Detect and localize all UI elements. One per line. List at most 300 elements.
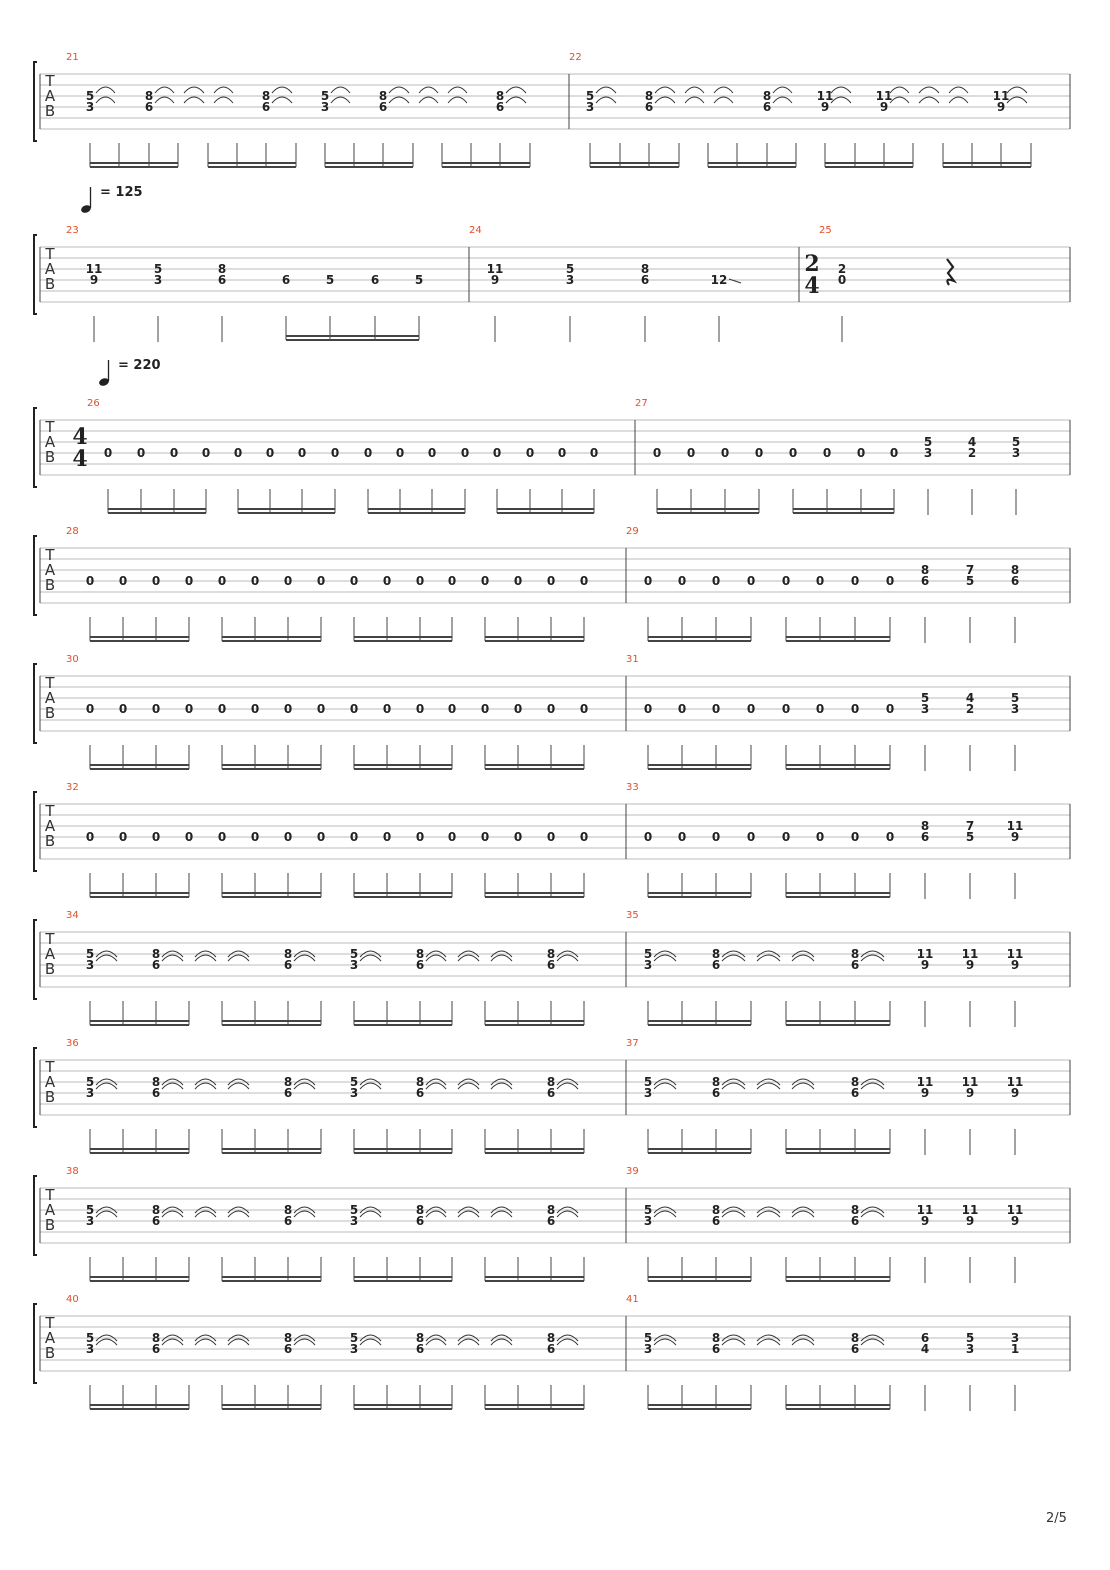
fret-number: 9 (1010, 1214, 1020, 1228)
fret-number: 6 (920, 574, 930, 588)
fret-number: 6 (640, 273, 650, 287)
tie-arc (654, 1339, 676, 1345)
fret-number: 0 (889, 446, 899, 460)
tie-arc (228, 1211, 249, 1217)
fret-number: 5 (643, 1075, 653, 1089)
fret-number: 8 (151, 1331, 161, 1345)
fret-number: 0 (652, 446, 662, 460)
tie-arc (331, 97, 350, 103)
fret-number: 11 (1006, 1203, 1024, 1217)
tie-arc (792, 1339, 814, 1345)
fret-number: 8 (415, 1203, 425, 1217)
measure-number: 35 (626, 910, 639, 921)
fret-number: 8 (378, 89, 388, 103)
tie-arc (757, 1339, 780, 1345)
fret-number: 5 (325, 273, 335, 287)
tie-arc (294, 955, 315, 961)
tie-arc (506, 97, 526, 103)
tie-arc (389, 87, 409, 93)
fret-number: 6 (850, 958, 860, 972)
fret-number: 4 (965, 691, 975, 705)
fret-number: 6 (495, 100, 505, 114)
tie-arc (426, 1339, 446, 1345)
tie-arc (557, 955, 578, 961)
fret-number: 8 (644, 89, 654, 103)
fret-number: 6 (920, 830, 930, 844)
fret-number: 8 (546, 1075, 556, 1089)
fret-number: 0 (250, 702, 260, 716)
fret-number: 0 (233, 446, 243, 460)
fret-number: 0 (250, 574, 260, 588)
fret-number: 6 (850, 1086, 860, 1100)
fret-number: 0 (885, 830, 895, 844)
tab-clef-letter: T (45, 1058, 55, 1076)
tab-clef-letter: A (44, 433, 56, 451)
fret-number: 0 (546, 830, 556, 844)
fret-number: 0 (297, 446, 307, 460)
fret-number: 3 (85, 1342, 95, 1356)
fret-number: 0 (788, 446, 798, 460)
fret-number: 0 (447, 830, 457, 844)
fret-number: 0 (85, 830, 95, 844)
fret-number: 4 (920, 1342, 930, 1356)
fret-number: 0 (557, 446, 567, 460)
fret-number: 0 (265, 446, 275, 460)
fret-number: 5 (585, 89, 595, 103)
measure-number: 26 (87, 398, 100, 409)
tie-arc (96, 1083, 117, 1089)
system-bracket (34, 920, 37, 999)
tie-arc (195, 1083, 216, 1089)
fret-number: 0 (85, 702, 95, 716)
fret-number: 2 (965, 702, 975, 716)
fret-number: 11 (875, 89, 893, 103)
fret-number: 0 (184, 702, 194, 716)
tie-arc (360, 955, 381, 961)
fret-number: 6 (920, 1331, 930, 1345)
system-bracket (34, 235, 37, 314)
tab-clef-letter: T (45, 418, 55, 436)
fret-number: 0 (118, 574, 128, 588)
measure-number: 21 (66, 52, 79, 63)
fret-number: 0 (85, 574, 95, 588)
fret-number: 0 (746, 574, 756, 588)
tie-arc (389, 97, 409, 103)
fret-number: 0 (447, 574, 457, 588)
tie-arc (491, 1211, 512, 1217)
tab-clef-letter: B (44, 576, 56, 594)
fret-number: 0 (460, 446, 470, 460)
fret-number: 5 (565, 262, 575, 276)
fret-number: 11 (816, 89, 834, 103)
tab-clef-letter: T (45, 546, 55, 564)
fret-number: 8 (151, 1075, 161, 1089)
tie-arc (228, 955, 249, 961)
tie-arc (722, 1339, 745, 1345)
fret-number: 0 (885, 702, 895, 716)
fret-number: 2 (837, 262, 847, 276)
tie-arc (831, 97, 851, 103)
tie-arc (491, 1339, 512, 1345)
tie-arc (96, 955, 117, 961)
fret-number: 3 (85, 1214, 95, 1228)
tie-arc (272, 97, 292, 103)
fret-number: 0 (850, 702, 860, 716)
page-number: 2/5 (1046, 1511, 1067, 1526)
fret-number: 0 (151, 574, 161, 588)
fret-number: 6 (644, 100, 654, 114)
fret-number: 0 (815, 574, 825, 588)
fret-number: 9 (920, 958, 930, 972)
fret-number: 11 (961, 1075, 979, 1089)
tab-clef-letter: T (45, 802, 55, 820)
fret-number: 0 (250, 830, 260, 844)
fret-number: 3 (85, 100, 95, 114)
fret-number: 8 (415, 1075, 425, 1089)
fret-number: 0 (330, 446, 340, 460)
tab-clef-letter: B (44, 275, 56, 293)
fret-number: 0 (151, 830, 161, 844)
fret-number: 0 (643, 830, 653, 844)
fret-number: 0 (118, 702, 128, 716)
tab-clef-letter: B (44, 1088, 56, 1106)
tie-arc (426, 1211, 446, 1217)
fret-number: 0 (589, 446, 599, 460)
fret-number: 11 (961, 1203, 979, 1217)
tab-clef-letter: T (45, 1186, 55, 1204)
fret-number: 6 (415, 1086, 425, 1100)
fret-number: 0 (217, 830, 227, 844)
tab-clef-letter: A (44, 1201, 56, 1219)
fret-number: 9 (1010, 830, 1020, 844)
fret-number: 8 (762, 89, 772, 103)
fret-number: 0 (513, 574, 523, 588)
tie-arc (272, 87, 292, 93)
fret-number: 0 (316, 830, 326, 844)
fret-number: 8 (144, 89, 154, 103)
tie-arc (861, 1083, 884, 1089)
tie-arc (949, 97, 968, 103)
tab-clef-letter: T (45, 72, 55, 90)
fret-number: 5 (923, 435, 933, 449)
fret-number: 3 (153, 273, 163, 287)
fret-number: 6 (711, 958, 721, 972)
fret-number: 5 (153, 262, 163, 276)
fret-number: 0 (781, 702, 791, 716)
tempo-marking: = 220 (118, 358, 161, 373)
fret-number: 9 (965, 1214, 975, 1228)
fret-number: 0 (781, 574, 791, 588)
fret-number: 3 (643, 1086, 653, 1100)
tie-arc (491, 955, 512, 961)
fret-number: 8 (283, 1075, 293, 1089)
fret-number: 0 (711, 702, 721, 716)
fret-number: 9 (879, 100, 889, 114)
fret-number: 0 (677, 702, 687, 716)
fret-number: 6 (415, 1342, 425, 1356)
tie-arc (1007, 97, 1027, 103)
fret-number: 5 (643, 947, 653, 961)
tie-arc (162, 1083, 183, 1089)
fret-number: 0 (415, 830, 425, 844)
fret-number: 0 (201, 446, 211, 460)
fret-number: 9 (820, 100, 830, 114)
fret-number: 11 (916, 1075, 934, 1089)
fret-number: 8 (415, 1331, 425, 1345)
fret-number: 5 (643, 1203, 653, 1217)
fret-number: 8 (850, 1075, 860, 1089)
fret-number: 5 (965, 830, 975, 844)
system-bracket (34, 792, 37, 871)
fret-number: 9 (920, 1214, 930, 1228)
tie-arc (155, 97, 174, 103)
fret-number: 8 (920, 563, 930, 577)
tie-arc (294, 1211, 315, 1217)
fret-number: 3 (643, 1342, 653, 1356)
fret-number: 6 (711, 1086, 721, 1100)
fret-number: 0 (711, 830, 721, 844)
tie-arc (448, 97, 467, 103)
fret-number: 0 (283, 574, 293, 588)
fret-number: 5 (349, 947, 359, 961)
tie-arc (722, 1211, 745, 1217)
tie-arc (557, 1083, 578, 1089)
tab-clef-letter: A (44, 1073, 56, 1091)
fret-number: 11 (916, 947, 934, 961)
fret-number: 0 (217, 702, 227, 716)
fret-number: 6 (711, 1342, 721, 1356)
fret-number: 6 (217, 273, 227, 287)
fret-number: 9 (965, 1086, 975, 1100)
fret-number: 5 (349, 1331, 359, 1345)
fret-number: 0 (415, 702, 425, 716)
tie-arc (722, 955, 745, 961)
fret-number: 8 (283, 947, 293, 961)
tie-arc (506, 87, 526, 93)
fret-number: 3 (320, 100, 330, 114)
fret-number: 6 (261, 100, 271, 114)
fret-number: 3 (565, 273, 575, 287)
fret-number: 1 (1010, 1342, 1020, 1356)
tab-clef-letter: B (44, 448, 56, 466)
fret-number: 8 (546, 1203, 556, 1217)
fret-number: 0 (316, 702, 326, 716)
tie-arc (294, 1083, 315, 1089)
tab-clef-letter: B (44, 960, 56, 978)
fret-number: 4 (967, 435, 977, 449)
fret-number: 11 (992, 89, 1010, 103)
fret-number: 8 (495, 89, 505, 103)
system-bracket (34, 1048, 37, 1127)
tie-arc (426, 1083, 446, 1089)
tie-arc (195, 955, 216, 961)
tie-arc (458, 1083, 479, 1089)
tie-arc (757, 1083, 780, 1089)
fret-number: 11 (1006, 1075, 1024, 1089)
tab-clef-letter: T (45, 245, 55, 263)
measure-number: 37 (626, 1038, 639, 1049)
fret-number: 0 (754, 446, 764, 460)
fret-number: 8 (850, 1203, 860, 1217)
tab-clef-letter: A (44, 260, 56, 278)
fret-number: 5 (643, 1331, 653, 1345)
fret-number: 8 (850, 947, 860, 961)
tie-arc (890, 87, 909, 93)
tie-arc (861, 955, 884, 961)
fret-number: 6 (546, 1086, 556, 1100)
fret-number: 3 (1011, 446, 1021, 460)
tab-clef-letter: B (44, 1216, 56, 1234)
fret-number: 9 (965, 958, 975, 972)
quarter-rest (947, 259, 954, 285)
tie-arc (792, 955, 814, 961)
fret-number: 3 (349, 958, 359, 972)
fret-number: 0 (363, 446, 373, 460)
measure-number: 36 (66, 1038, 79, 1049)
fret-number: 0 (546, 574, 556, 588)
measure-number: 27 (635, 398, 648, 409)
tie-arc (228, 1339, 249, 1345)
fret-number: 9 (996, 100, 1006, 114)
tie-arc (195, 1339, 216, 1345)
tab-clef-letter: B (44, 704, 56, 722)
time-signature-bottom: 4 (72, 446, 88, 472)
fret-number: 6 (378, 100, 388, 114)
tie-arc (294, 1339, 315, 1345)
system-bracket (34, 536, 37, 615)
fret-number: 8 (261, 89, 271, 103)
fret-number: 6 (283, 1342, 293, 1356)
fret-number: 9 (490, 273, 500, 287)
fret-number: 11 (916, 1203, 934, 1217)
tab-clef-letter: A (44, 87, 56, 105)
fret-number: 3 (1010, 702, 1020, 716)
fret-number: 9 (1010, 1086, 1020, 1100)
fret-number: 5 (349, 1075, 359, 1089)
tab-clef-letter: T (45, 1314, 55, 1332)
measure-number: 25 (819, 225, 832, 236)
tie-arc (184, 97, 204, 103)
fret-number: 0 (349, 830, 359, 844)
tie-arc (426, 955, 446, 961)
fret-number: 0 (677, 830, 687, 844)
fret-number: 8 (546, 1331, 556, 1345)
fret-number: 8 (711, 947, 721, 961)
tie-arc (792, 1211, 814, 1217)
tie-arc (655, 97, 675, 103)
measure-number: 30 (66, 654, 79, 665)
fret-number: 3 (85, 958, 95, 972)
fret-number: 9 (920, 1086, 930, 1100)
fret-number: 11 (1006, 947, 1024, 961)
system-bracket (34, 408, 37, 487)
fret-number: 0 (151, 702, 161, 716)
tab-clef-letter: A (44, 817, 56, 835)
fret-number: 6 (370, 273, 380, 287)
fret-number: 0 (513, 702, 523, 716)
tie-arc (596, 97, 616, 103)
fret-number: 8 (711, 1075, 721, 1089)
tie-arc (96, 87, 115, 93)
measure-number: 28 (66, 526, 79, 537)
fret-number: 0 (427, 446, 437, 460)
tie-arc (685, 87, 704, 93)
fret-number: 3 (920, 702, 930, 716)
fret-number: 0 (746, 830, 756, 844)
fret-number: 3 (643, 958, 653, 972)
tie-arc (360, 1211, 381, 1217)
fret-number: 6 (415, 1214, 425, 1228)
fret-number: 5 (965, 574, 975, 588)
tab-clef-letter: A (44, 945, 56, 963)
fret-number: 6 (283, 1214, 293, 1228)
tie-arc (458, 955, 479, 961)
time-signature-top: 4 (72, 424, 88, 450)
fret-number: 0 (856, 446, 866, 460)
fret-number: 11 (961, 947, 979, 961)
fret-number: 0 (415, 574, 425, 588)
fret-number: 0 (447, 702, 457, 716)
tie-arc (655, 87, 675, 93)
fret-number: 5 (85, 1331, 95, 1345)
tie-arc (949, 87, 968, 93)
fret-number: 0 (169, 446, 179, 460)
fret-number: 6 (850, 1214, 860, 1228)
tie-arc (757, 1211, 780, 1217)
fret-number: 7 (965, 563, 975, 577)
measure-number: 23 (66, 225, 79, 236)
fret-number: 9 (89, 273, 99, 287)
tie-arc (184, 87, 204, 93)
tie-arc (96, 97, 115, 103)
fret-number: 0 (283, 830, 293, 844)
fret-number: 3 (1010, 1331, 1020, 1345)
time-signature-bottom: 4 (804, 273, 820, 299)
fret-number: 0 (217, 574, 227, 588)
tie-arc (596, 87, 616, 93)
fret-number: 0 (513, 830, 523, 844)
tie-arc (195, 1211, 216, 1217)
fret-number: 5 (85, 947, 95, 961)
tie-arc (792, 1083, 814, 1089)
fret-number: 0 (837, 273, 847, 287)
tie-arc (722, 1083, 745, 1089)
tie-arc (861, 1339, 884, 1345)
fret-number: 0 (480, 830, 490, 844)
fret-number: 8 (1010, 563, 1020, 577)
fret-number: 0 (118, 830, 128, 844)
fret-number: 11 (85, 262, 103, 276)
time-signature-top: 2 (804, 251, 820, 277)
system-bracket (34, 1304, 37, 1383)
fret-number: 8 (920, 819, 930, 833)
measure-number: 24 (469, 225, 482, 236)
tie-arc (714, 87, 733, 93)
fret-number: 8 (151, 1203, 161, 1217)
fret-number: 0 (525, 446, 535, 460)
tie-arc (654, 1083, 676, 1089)
tab-clef-letter: A (44, 689, 56, 707)
fret-number: 6 (151, 1086, 161, 1100)
fret-number: 6 (283, 958, 293, 972)
fret-number: 8 (640, 262, 650, 276)
tie-arc (419, 97, 438, 103)
fret-number: 0 (579, 830, 589, 844)
fret-number: 8 (711, 1203, 721, 1217)
fret-number: 8 (151, 947, 161, 961)
tempo-marking: = 125 (100, 185, 143, 200)
fret-number: 3 (349, 1086, 359, 1100)
